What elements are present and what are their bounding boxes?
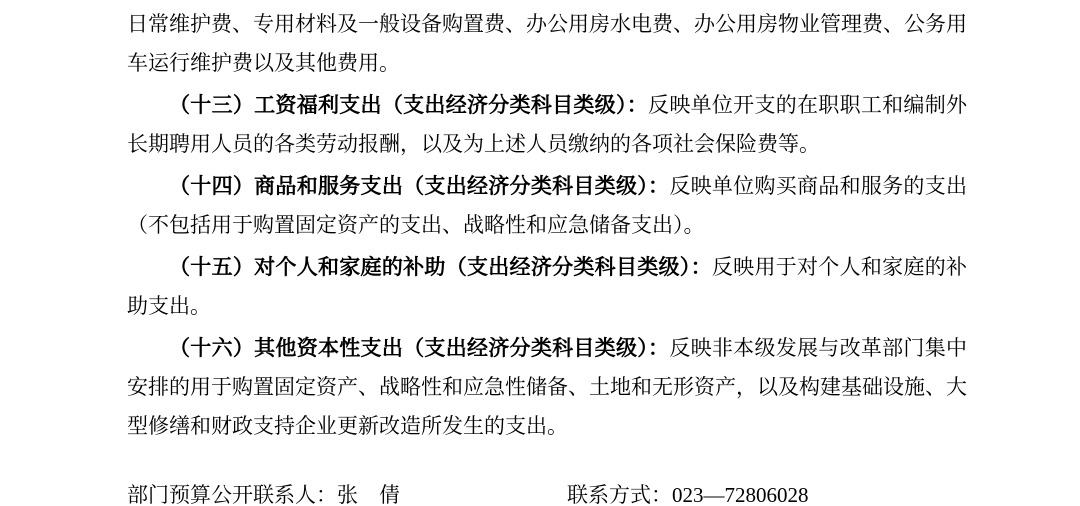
paragraph-lead: （十六）其他资本性支出（支出经济分类科目类级）： <box>169 336 670 360</box>
paragraph-text: 反映单位购买商品和服务的支出（不包括用于购置固定资产的支出、战略性和应急储备支出）。 <box>127 174 968 237</box>
contact-line <box>127 476 967 506</box>
paragraph-item-16 <box>127 329 967 446</box>
paragraph-lead: （十四）商品和服务支出（支出经济分类科目类级）： <box>169 174 670 198</box>
paragraph-item-15 <box>127 248 967 326</box>
paragraph-text: 反映非本级发展与改革部门集中安排的用于购置固定资产、战略性和应急性储备、土地和无形资产，以及构建基础设施、大型修缮和财政支持企业更新改造所发生的支出。 <box>127 336 968 438</box>
paragraph-item-14 <box>127 167 967 245</box>
contact-person: 部门预算公开联系人：张 倩 <box>127 483 400 506</box>
paragraph-text: 反映用于对个人和家庭的补助支出。 <box>127 255 968 318</box>
paragraph-lead: （十五）对个人和家庭的补助（支出经济分类科目类级）： <box>169 255 712 279</box>
paragraph-lead: （十三）工资福利支出（支出经济分类科目类级）： <box>169 93 649 117</box>
contact-phone: 联系方式：023—72806028 <box>567 483 809 506</box>
paragraph-item-13 <box>127 86 967 164</box>
paragraph-continuation <box>127 5 967 83</box>
paragraph-text: 日常维护费、专用材料及一般设备购置费、办公用房水电费、办公用房物业管理费、公务用车运行维护费以及其他费用。 <box>127 12 967 75</box>
paragraph-text: 反映单位开支的在职职工和编制外长期聘用人员的各类劳动报酬，以及为上述人员缴纳的各项社会保险费等。 <box>127 93 968 156</box>
